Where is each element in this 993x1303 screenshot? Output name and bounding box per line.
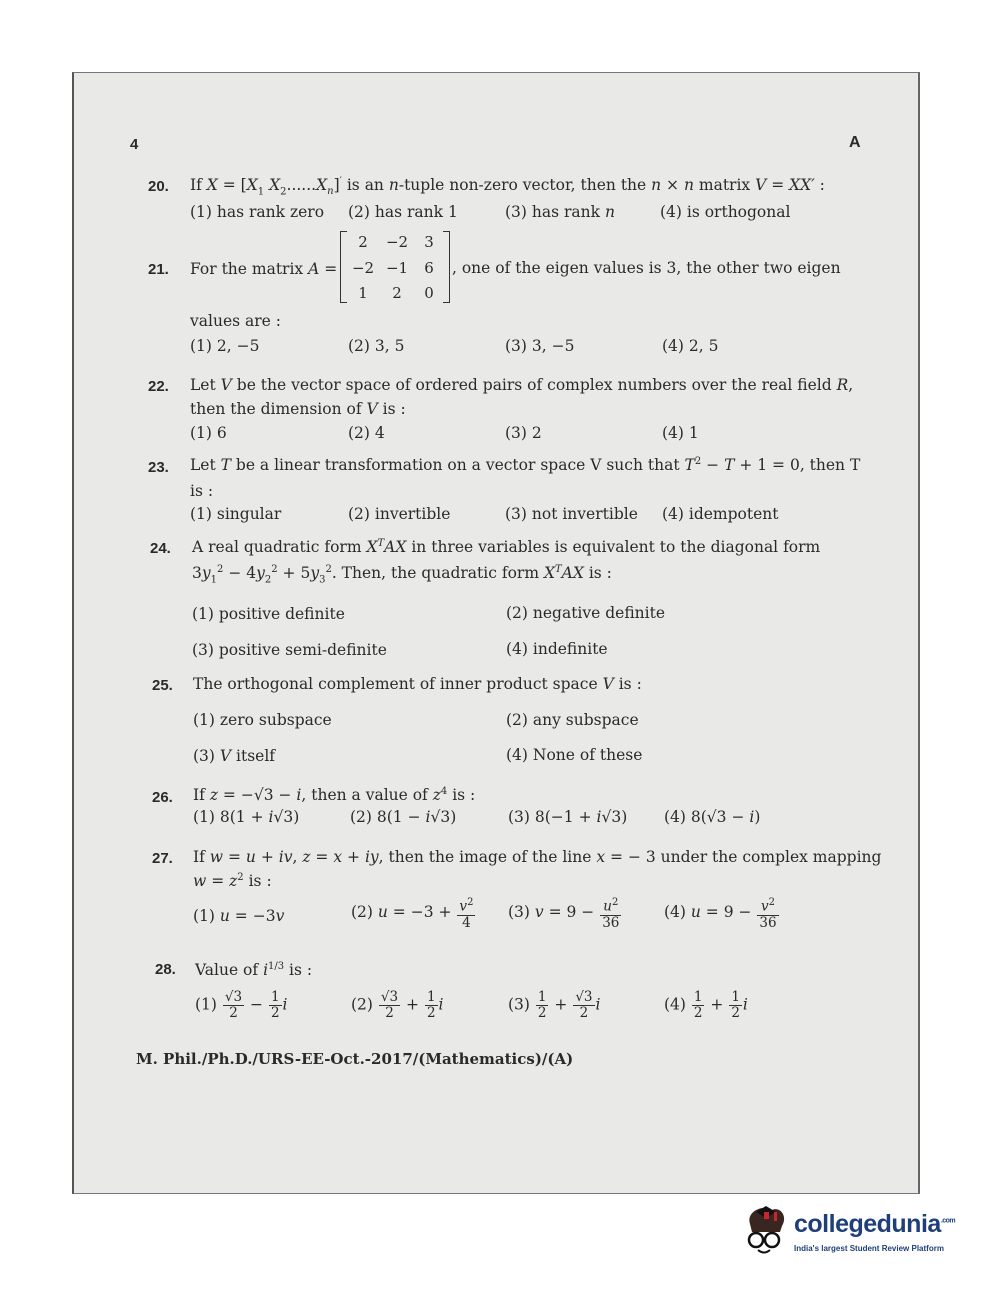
q20-option-2: (2) has rank 1 — [348, 203, 458, 221]
q22-option-3: (3) 2 — [505, 424, 542, 442]
question-26-line-1: If z = −√3 − i, then a value of $z^4$ is : — [193, 786, 476, 805]
q22-option-1: (1) 6 — [190, 424, 227, 442]
brand-name: collegedunia$^{.com}$ — [794, 1210, 956, 1238]
matrix-cell: 2 — [358, 233, 368, 251]
q20-option-1: (1) has rank zero — [190, 203, 325, 221]
question-number-28: 28. — [155, 961, 176, 978]
scanned-page — [72, 72, 920, 1194]
matrix-cell: −2 — [351, 259, 375, 277]
q25-option-2: (2) any subspace — [506, 711, 639, 729]
matrix-cell: 3 — [424, 233, 434, 251]
q24-option-3: (3) positive semi-definite — [192, 641, 387, 659]
question-number-24: 24. — [150, 540, 171, 557]
q20-option-3: (3) has rank n — [505, 203, 615, 221]
matrix-a — [340, 231, 450, 303]
matrix-cell: 0 — [424, 284, 434, 302]
paper-footer: M. Phil./Ph.D./URS-EE-Oct.-2017/(Mathematics)/(A) — [136, 1050, 574, 1068]
q28-option-4: (4) $\frac{1}{2}$ + $\frac{1}{2}$ i — [664, 989, 748, 1021]
question-21-text-b: , one of the eigen values is 3, the other two eigen — [452, 259, 841, 277]
question-number-22: 22. — [148, 378, 169, 395]
question-number-21: 21. — [148, 261, 169, 278]
q23-option-1: (1) singular — [190, 505, 282, 523]
q27-option-1: (1) u = −3v — [193, 907, 285, 925]
question-24-line-1: A real quadratic form $X^TAX$ in three variables is equivalent to the diagonal form — [192, 538, 821, 557]
question-number-27: 27. — [152, 850, 173, 867]
matrix-cell: 6 — [424, 259, 434, 277]
q25-option-3: (3) V itself — [193, 747, 276, 765]
q23-option-2: (2) invertible — [348, 505, 451, 523]
matrix-cell: −2 — [385, 233, 409, 251]
q27-option-4: (4) u = 9 − $\frac{v^2}{36}$ — [664, 897, 777, 931]
question-number-23: 23. — [148, 459, 169, 476]
matrix-cell: −1 — [385, 259, 409, 277]
q26-option-3: (3) 8(−1 + i√3) — [508, 808, 628, 826]
q20-option-4: (4) is orthogonal — [660, 203, 791, 221]
q23-option-4: (4) idempotent — [662, 505, 779, 523]
q26-option-2: (2) 8(1 − i√3) — [350, 808, 457, 826]
question-number-26: 26. — [152, 789, 173, 806]
question-22-line-1: Let V be the vector space of ordered pairs of complex numbers over the real field R, — [190, 376, 854, 394]
question-number-20: 20. — [148, 178, 169, 195]
q21-option-1: (1) 2, −5 — [190, 337, 260, 355]
question-number-25: 25. — [152, 677, 173, 694]
question-20-text: If $X = [X_1$ $X_2......X_n]'$ is an n-tuple non-zero vector, then the n × n matrix V = XX′ : — [190, 176, 825, 198]
q25-option-4: (4) None of these — [506, 746, 643, 764]
q25-option-1: (1) zero subspace — [193, 711, 332, 729]
q28-option-3: (3) $\frac{1}{2}$ + $\frac{√3}{2}$ i — [508, 989, 601, 1021]
q22-option-4: (4) 1 — [662, 424, 699, 442]
question-27-line-1: If w = u + iv, z = x + iy, then the image of the line x = − 3 under the complex mapping — [193, 848, 882, 866]
page-number: 4 — [130, 136, 139, 153]
question-23-line-1: Let T be a linear transformation on a vector space V such that $T^2 - T + 1 = 0$, then T — [190, 456, 861, 475]
q24-option-4: (4) indefinite — [506, 640, 608, 658]
q21-option-4: (4) 2, 5 — [662, 337, 719, 355]
q21-option-2: (2) 3, 5 — [348, 337, 405, 355]
brand-tagline: India's largest Student Review Platform — [794, 1244, 944, 1253]
q24-option-1: (1) positive definite — [192, 605, 345, 623]
matrix-cell: 1 — [358, 284, 368, 302]
q27-option-2: (2) u = −3 + $\frac{v^2}{4}$ — [351, 897, 474, 931]
graduate-mascot-icon — [736, 1202, 792, 1256]
question-22-line-2: then the dimension of V is : — [190, 400, 406, 418]
q28-option-1: (1) $\frac{√3}{2}$ − $\frac{1}{2}$ i — [195, 989, 288, 1021]
q21-option-3: (3) 3, −5 — [505, 337, 575, 355]
q26-option-4: (4) 8(√3 − i) — [664, 808, 761, 826]
q27-option-3: (3) v = 9 − $\frac{u^2}{36}$ — [508, 897, 620, 931]
question-23-line-2: is : — [190, 482, 214, 500]
question-24-line-2: $3y_1^2 - 4y_2^2 + 5y_3^2$. Then, the quadratic form $X^TAX$ is : — [192, 564, 612, 586]
question-28-line-1: Value of $i^{1/3}$ is : — [195, 961, 313, 980]
question-21-text-a: For the matrix A = — [190, 260, 338, 278]
question-21-text-c: values are : — [190, 312, 281, 330]
q28-option-2: (2) $\frac{√3}{2}$ + $\frac{1}{2}$ i — [351, 989, 444, 1021]
q26-option-1: (1) 8(1 + i√3) — [193, 808, 300, 826]
q23-option-3: (3) not invertible — [505, 505, 638, 523]
set-code: A — [849, 134, 861, 151]
q22-option-2: (2) 4 — [348, 424, 385, 442]
matrix-cell: 2 — [392, 284, 402, 302]
collegedunia-logo — [736, 1198, 966, 1262]
question-27-line-2: $w = z^2$ is : — [193, 872, 272, 891]
question-25-line-1: The orthogonal complement of inner product space V is : — [193, 675, 642, 693]
q24-option-2: (2) negative definite — [506, 604, 666, 622]
